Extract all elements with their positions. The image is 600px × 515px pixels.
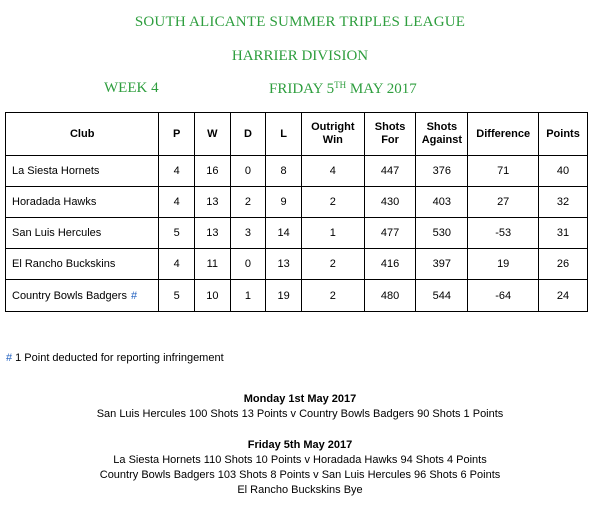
date-prefix: FRIDAY 5 [269, 81, 335, 97]
cell-points: 31 [539, 218, 588, 249]
cell-club [6, 280, 159, 312]
cell-points: 26 [539, 249, 588, 280]
week-label: WEEK 4 [104, 80, 159, 96]
cell-played: 4 [159, 156, 195, 187]
cell-lost: 8 [266, 156, 302, 187]
cell-shots-against: 530 [416, 218, 468, 249]
cell-played: 4 [159, 249, 195, 280]
deduction-mark: # [130, 289, 138, 302]
cell-shots-for: 447 [364, 156, 416, 187]
cell-club [6, 156, 159, 187]
result-line: Country Bowls Badgers 103 Shots 8 Points v San Luis Hercules 96 Shots 6 Points [99, 469, 501, 481]
club-name: Country Bowls Badgers [12, 289, 127, 302]
cell-shots-against: 403 [416, 187, 468, 218]
cell-outright-win: 2 [301, 280, 364, 312]
cell-points: 24 [539, 280, 588, 312]
cell-difference: 71 [468, 156, 539, 187]
col-p: P [159, 113, 195, 156]
cell-played: 4 [159, 187, 195, 218]
table-row [6, 187, 588, 218]
cell-points: 40 [539, 156, 588, 187]
result-line: El Rancho Buckskins Bye [237, 484, 363, 496]
col-shots-against-line2: Against [421, 134, 463, 146]
club-name: Horadada Hawks [12, 196, 97, 208]
cell-points: 32 [539, 187, 588, 218]
col-shots-against-line1: Shots [426, 121, 458, 133]
cell-outright-win: 4 [301, 156, 364, 187]
cell-drawn: 0 [230, 249, 266, 280]
cell-shots-for: 477 [364, 218, 416, 249]
cell-won: 11 [195, 249, 231, 280]
cell-shots-for: 430 [364, 187, 416, 218]
col-w: W [195, 113, 231, 156]
footnote-mark: # [6, 352, 13, 364]
cell-difference: 19 [468, 249, 539, 280]
col-shots-for [364, 113, 416, 156]
col-shots-for-line2: For [381, 134, 399, 146]
result-line: San Luis Hercules 100 Shots 13 Points v Country Bowls Badgers 90 Shots 1 Points [96, 408, 504, 420]
cell-played: 5 [159, 280, 195, 312]
cell-lost: 14 [266, 218, 302, 249]
cell-shots-against: 376 [416, 156, 468, 187]
cell-lost: 13 [266, 249, 302, 280]
cell-club [6, 187, 159, 218]
league-table [5, 112, 588, 312]
cell-shots-for: 480 [364, 280, 416, 312]
cell-outright-win: 2 [301, 249, 364, 280]
club-name: San Luis Hercules [12, 227, 102, 239]
date-label [269, 80, 417, 98]
club-name: La Siesta Hornets [12, 165, 100, 177]
col-shots-for-line1: Shots [374, 121, 406, 133]
cell-difference: 27 [468, 187, 539, 218]
results-heading: Monday 1st May 2017 [243, 393, 357, 405]
col-d: D [230, 113, 266, 156]
cell-outright-win: 2 [301, 187, 364, 218]
cell-played: 5 [159, 218, 195, 249]
cell-won: 13 [195, 187, 231, 218]
results-heading: Friday 5th May 2017 [247, 439, 353, 451]
cell-lost: 9 [266, 187, 302, 218]
col-shots-against [416, 113, 468, 156]
cell-drawn: 1 [230, 280, 266, 312]
table-header-row [6, 113, 588, 156]
cell-lost: 19 [266, 280, 302, 312]
table-row [6, 280, 588, 312]
cell-shots-against: 544 [416, 280, 468, 312]
cell-outright-win: 1 [301, 218, 364, 249]
table-row [6, 156, 588, 187]
cell-shots-for: 416 [364, 249, 416, 280]
col-points: Points [539, 113, 588, 156]
league-title: SOUTH ALICANTE SUMMER TRIPLES LEAGUE [134, 14, 466, 30]
cell-drawn: 3 [230, 218, 266, 249]
results-friday [0, 438, 600, 498]
results-monday [0, 392, 600, 422]
col-club: Club [6, 113, 159, 156]
cell-club [6, 218, 159, 249]
col-outright-line1: Outright [311, 121, 355, 133]
table-row [6, 249, 588, 280]
footnote-text: 1 Point deducted for reporting infringement [15, 352, 224, 364]
footnote [6, 352, 224, 364]
cell-club [6, 249, 159, 280]
cell-drawn: 2 [230, 187, 266, 218]
cell-won: 10 [195, 280, 231, 312]
club-name: El Rancho Buckskins [12, 258, 116, 270]
table-row [6, 218, 588, 249]
col-outright-line2: Win [322, 134, 343, 146]
col-difference: Difference [468, 113, 539, 156]
cell-drawn: 0 [230, 156, 266, 187]
date-superscript: TH [334, 80, 347, 90]
date-suffix: MAY 2017 [346, 81, 417, 97]
cell-difference: -53 [468, 218, 539, 249]
cell-won: 13 [195, 218, 231, 249]
cell-shots-against: 397 [416, 249, 468, 280]
league-table-body [6, 156, 588, 312]
cell-difference: -64 [468, 280, 539, 312]
cell-won: 16 [195, 156, 231, 187]
col-outright-win [301, 113, 364, 156]
result-line: La Siesta Hornets 110 Shots 10 Points v Horadada Hawks 94 Shots 4 Points [113, 454, 487, 466]
col-l: L [266, 113, 302, 156]
division-title: HARRIER DIVISION [231, 48, 369, 64]
